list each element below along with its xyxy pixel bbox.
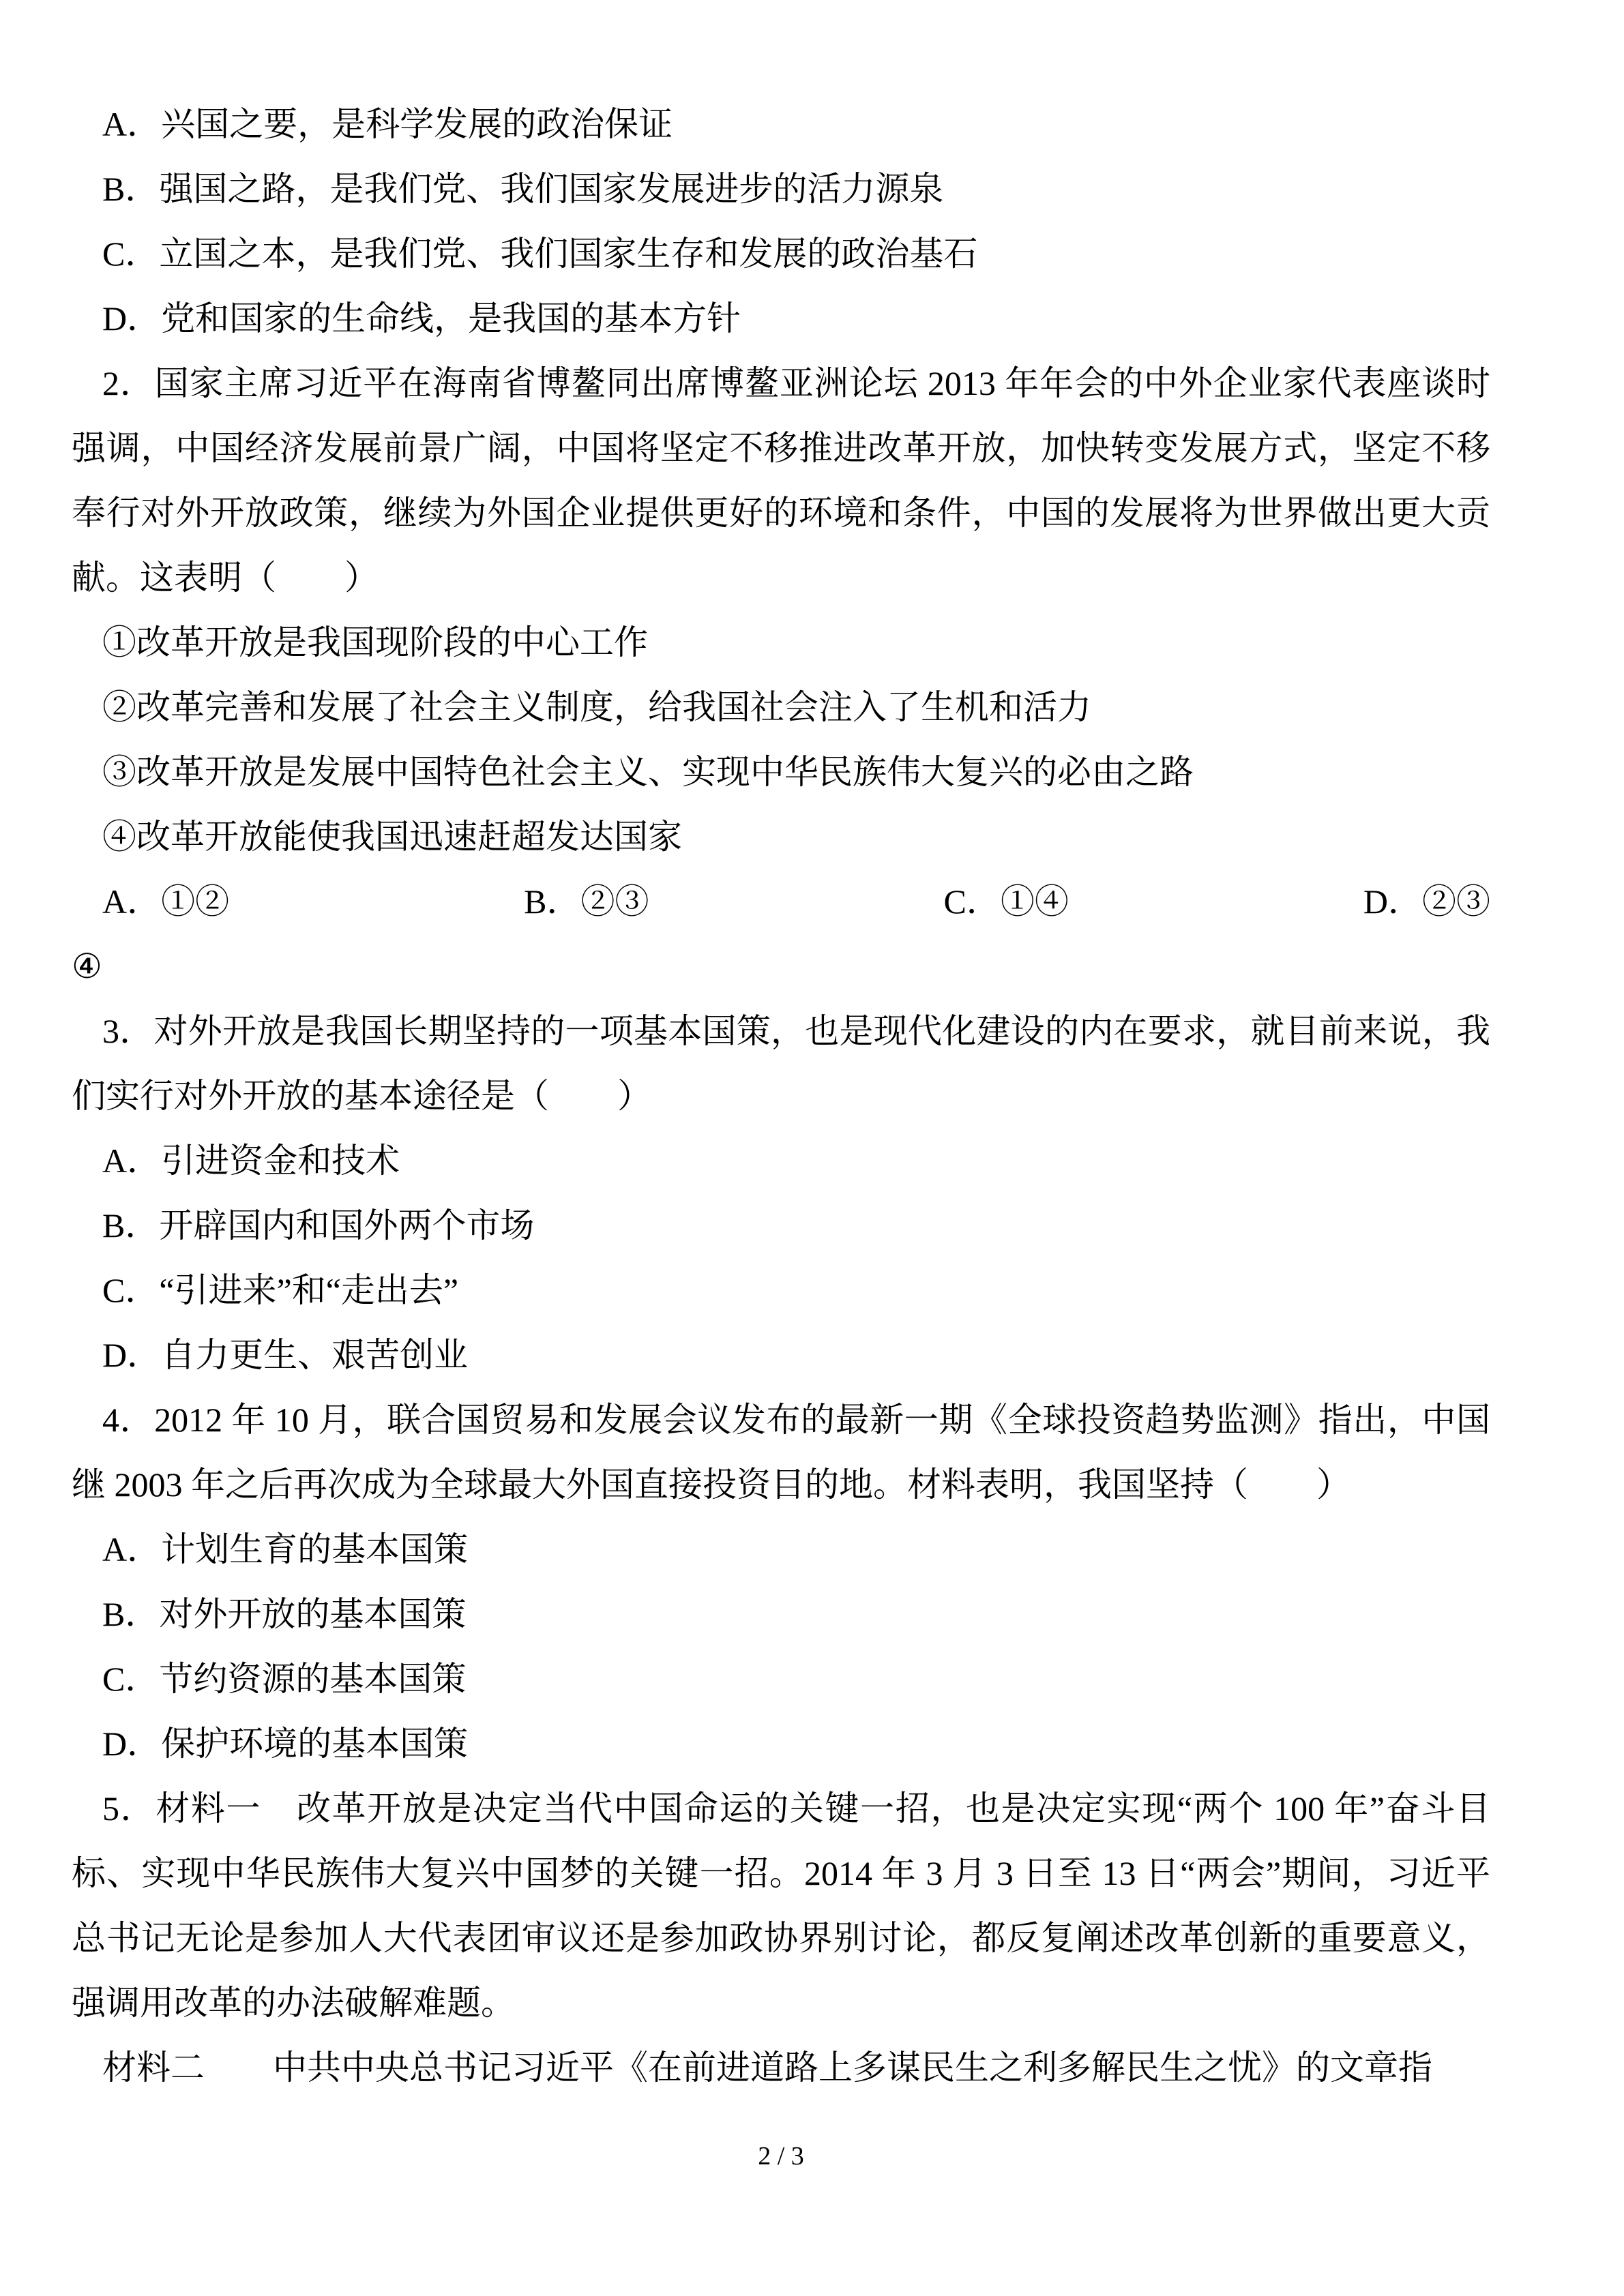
option-line: D．党和国家的生命线，是我国的基本方针 bbox=[102, 299, 741, 338]
page-number: 2 / 3 bbox=[758, 2142, 804, 2171]
overflow-line: ④ bbox=[72, 947, 102, 985]
answer-choice: A．①② bbox=[102, 882, 230, 921]
option-line: B．对外开放的基本国策 bbox=[102, 1595, 467, 1633]
option-line: B．强国之路，是我们党、我们国家发展进步的活力源泉 bbox=[102, 170, 944, 208]
sub-item-line: ①改革开放是我国现阶段的中心工作 bbox=[102, 623, 648, 661]
option-line: C．节约资源的基本国策 bbox=[102, 1660, 467, 1698]
answer-choices-row bbox=[72, 869, 1490, 934]
option-line: A．兴国之要，是科学发展的政治保证 bbox=[102, 105, 673, 143]
option-line: A．引进资金和技术 bbox=[102, 1142, 400, 1180]
option-line: D．自力更生、艰苦创业 bbox=[102, 1336, 469, 1374]
option-line: C．立国之本，是我们党、我们国家生存和发展的政治基石 bbox=[102, 235, 978, 273]
option-line: A．计划生育的基本国策 bbox=[102, 1530, 469, 1568]
page-footer bbox=[72, 2139, 1490, 2173]
option-line: C．“引进来”和“走出去” bbox=[102, 1271, 459, 1309]
question-line: 4．2012 年 10 月，联合国贸易和发展会议发布的最新一期《全球投资趋势监测》指出，中国继 2003 年之后再次成为全球最大外国直接投资目的地。材料表明，我国坚持（ ） bbox=[72, 1401, 1490, 1504]
question-line: 3．对外开放是我国长期坚持的一项基本国策，也是现代化建设的内在要求，就目前来说，我们实行对外开放的基本途径是（ ） bbox=[72, 1012, 1490, 1115]
question-line: 2．国家主席习近平在海南省博鳌同出席博鳌亚洲论坛 2013 年年会的中外企业家代表座谈时强调，中国经济发展前景广阔，中国将坚定不移推进改革开放，加快转变发展方式，坚定不移奉行对外开放政策，继续为外国企业提供更好的环境和条件，中国的发展将为世界做出更大贡献。这表明（ ） bbox=[72, 364, 1490, 597]
material-line: 5．材料一 改革开放是决定当代中国命运的关键一招，也是决定实现“两个 100 年”奋斗目标、实现中华民族伟大复兴中国梦的关键一招。2014 年 3 月 3 日至 13 日“两会”期间，习近平总书记无论是参加人大代表团审议还是参加政协界别讨论，都反复阐述改革创新的重要意义，强调用改革的办法破解难题。 bbox=[72, 1789, 1490, 2022]
sub-item-line: ④改革开放能使我国迅速赶超发达国家 bbox=[102, 818, 682, 856]
document-body bbox=[72, 92, 1490, 2100]
answer-choice: D．②③ bbox=[1363, 882, 1490, 921]
answer-choice: C．①④ bbox=[943, 882, 1069, 921]
option-line: B．开辟国内和国外两个市场 bbox=[102, 1206, 535, 1244]
sub-item-line: ③改革开放是发展中国特色社会主义、实现中华民族伟大复兴的必由之路 bbox=[102, 753, 1194, 791]
material-line: 材料二 中共中央总书记习近平《在前进道路上多谋民生之利多解民生之忧》的文章指 bbox=[102, 2048, 1432, 2087]
answer-choice: B．②③ bbox=[524, 882, 649, 921]
option-line: D．保护环境的基本国策 bbox=[102, 1725, 469, 1763]
sub-item-line: ②改革完善和发展了社会主义制度，给我国社会注入了生机和活力 bbox=[102, 688, 1091, 726]
